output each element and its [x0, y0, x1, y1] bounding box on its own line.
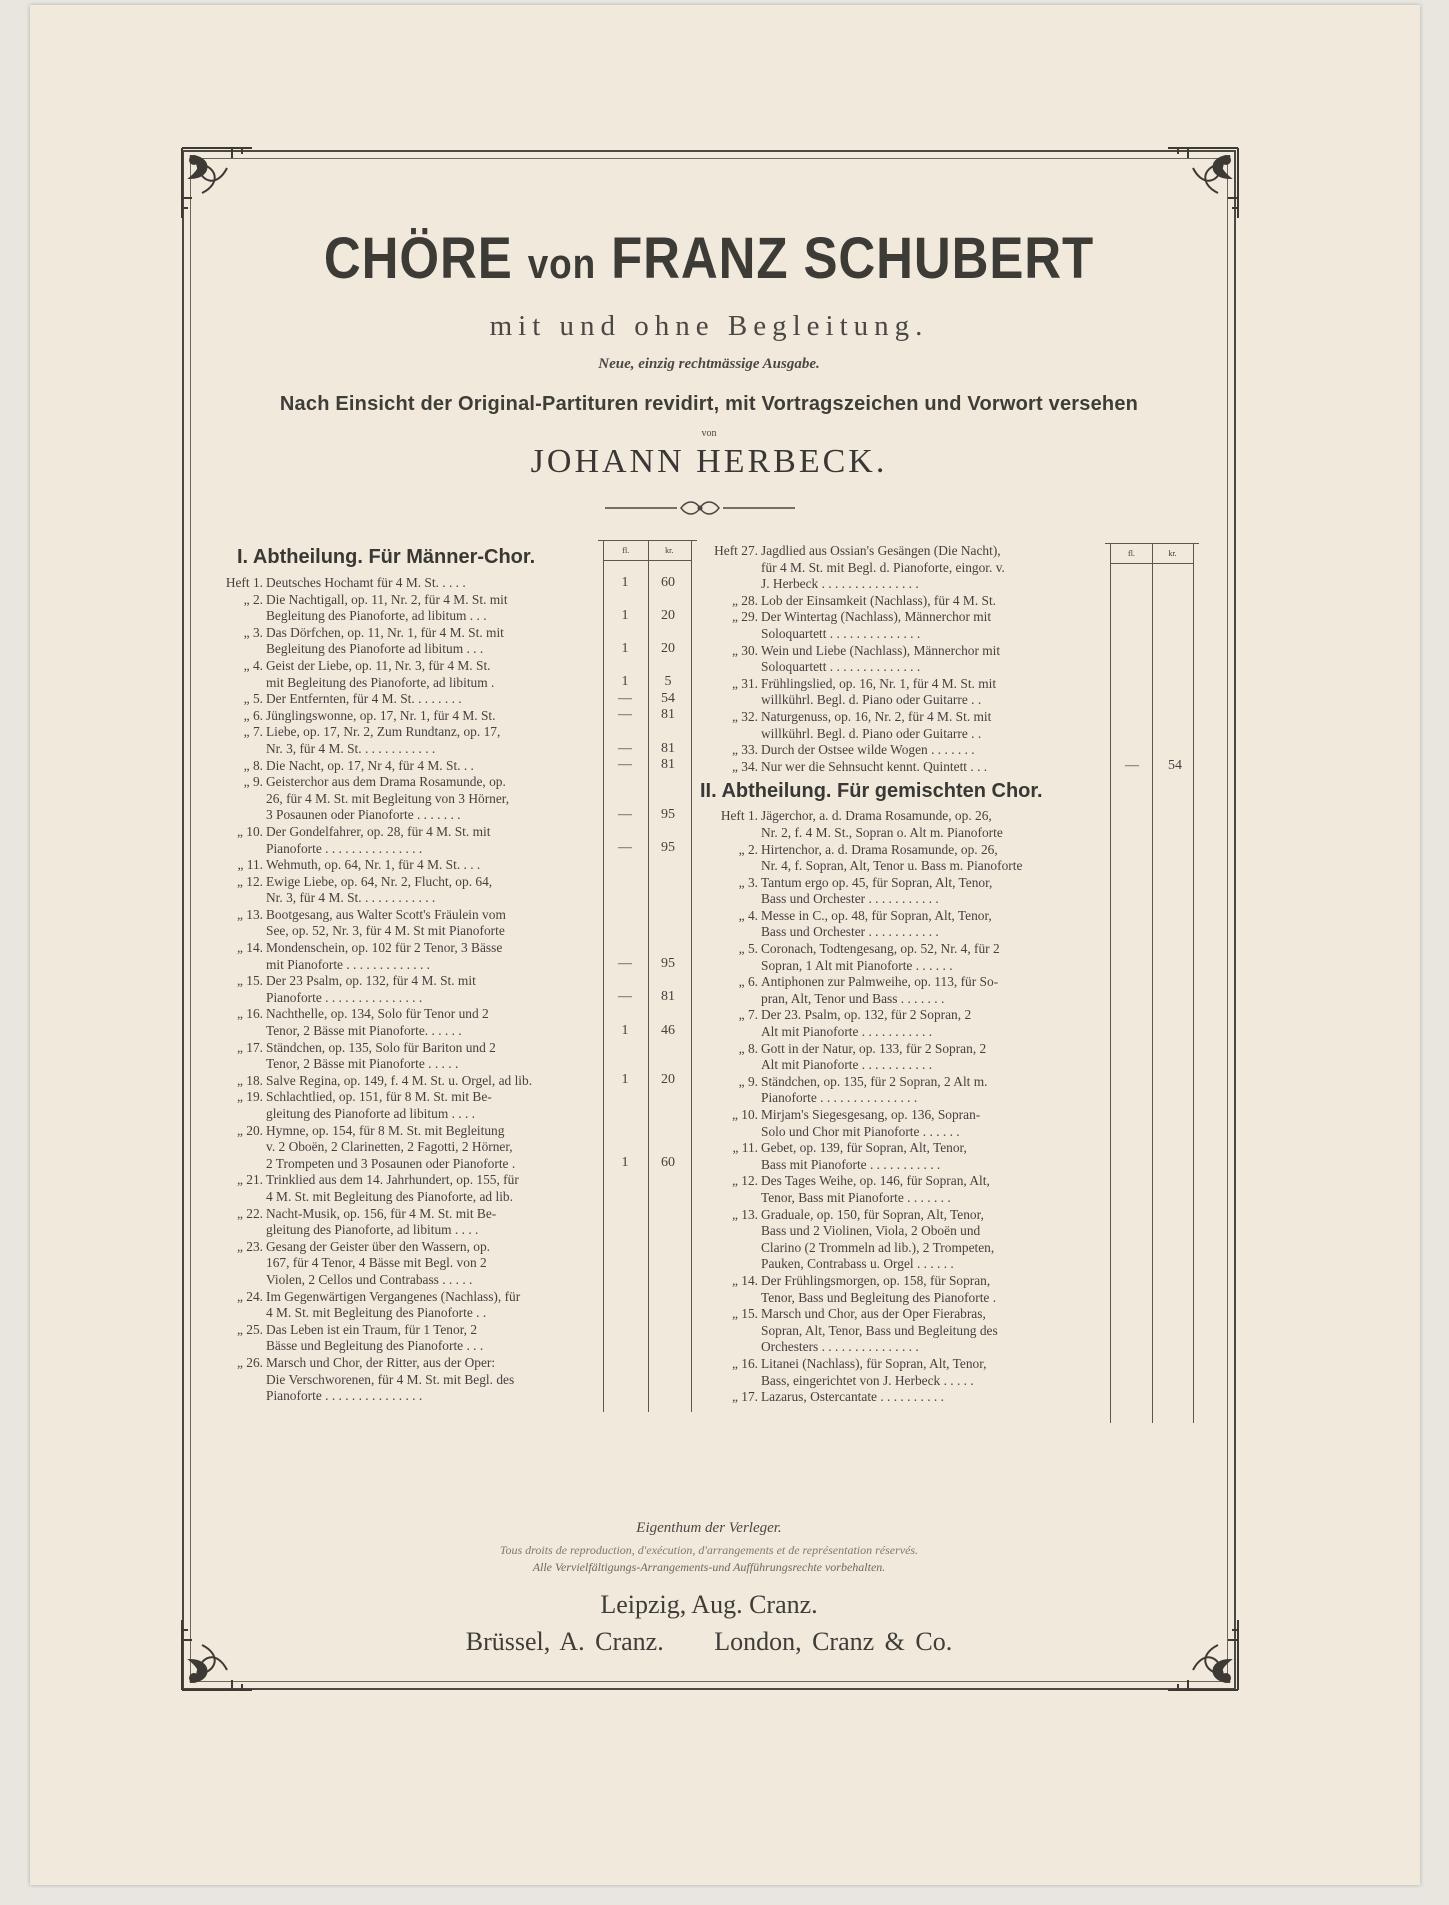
item-number: „ 26.: [236, 1354, 263, 1370]
item-number: „ 20.: [236, 1122, 263, 1138]
list-item: [700, 1007, 1105, 1040]
item-text: Gesang der Geister über den Wassern, op.: [266, 1238, 491, 1254]
list-item: [700, 543, 1105, 593]
page-title: CHÖRE von FRANZ SCHUBERT: [323, 226, 1095, 291]
list-item: [700, 1107, 1105, 1140]
item-text: willkührl. Begl. d. Piano oder Guitarre . .: [761, 692, 982, 708]
item-text: Geist der Liebe, op. 11, Nr. 3, für 4 M. St.: [266, 657, 491, 673]
item-number: „ 18.: [236, 1072, 263, 1088]
item-text: pran, Alt, Tenor und Bass . . . . . . .: [761, 990, 945, 1006]
item-text: Wehmuth, op. 64, Nr. 1, für 4 M. St. . . .: [266, 857, 481, 873]
item-number: „ 8.: [243, 757, 263, 773]
list-item: [205, 1006, 598, 1039]
item-number: „ 10.: [731, 1107, 758, 1122]
item-text: Trinklied aus dem 14. Jahrhundert, op. 155, für: [266, 1172, 519, 1188]
list-item: [205, 1322, 598, 1355]
list-item: [205, 708, 598, 725]
item-number: „ 2.: [243, 591, 263, 607]
item-text: Nr. 3, für 4 M. St. . . . . . . . . . . .: [266, 890, 436, 906]
item-text: Salve Regina, op. 149, f. 4 M. St. u. Orgel, ad lib.: [266, 1072, 533, 1088]
price-kr: 5: [664, 674, 672, 690]
item-text: Soloquartett . . . . . . . . . . . . . .: [761, 625, 921, 641]
item-text: v. 2 Oboën, 2 Clarinetten, 2 Fagotti, 2 Hörner,: [266, 1139, 513, 1155]
item-text: Bass, eingerichtet von J. Herbeck . . . . .: [761, 1372, 974, 1388]
list-item: [205, 575, 598, 592]
item-number: „ 24.: [236, 1288, 263, 1304]
list-item: [205, 1073, 598, 1090]
item-text: Clarino (2 Trommeln ad lib.), 2 Trompeten,: [761, 1239, 995, 1255]
item-text: Nachthelle, op. 134, Solo für Tenor und 2: [266, 1006, 489, 1022]
item-number: „ 28.: [731, 592, 758, 608]
item-number: „ 32.: [731, 708, 758, 724]
item-text: Nr. 3, für 4 M. St. . . . . . . . . . . .: [266, 740, 436, 756]
list-item: [700, 1389, 1105, 1406]
item-text: Begleitung des Pianoforte ad libitum . . .: [266, 641, 484, 657]
price-kr: 81: [661, 757, 675, 773]
item-text: Bass und Orchester . . . . . . . . . . .: [761, 891, 939, 907]
item-text: Liebe, op. 17, Nr. 2, Zum Rundtanz, op. 17,: [266, 724, 501, 740]
list-item: [700, 1207, 1105, 1273]
item-number: „ 11.: [237, 857, 263, 873]
item-text: Jägerchor, a. d. Drama Rosamunde, op. 26,: [761, 808, 992, 824]
item-text: Nacht-Musik, op. 156, für 4 M. St. mit Be-: [266, 1205, 497, 1221]
item-number: „ 7.: [243, 724, 263, 740]
item-text: für 4 M. St. mit Begl. d. Pianoforte, eingor. v.: [761, 559, 1005, 575]
corner-ornament-icon: [1158, 138, 1248, 228]
item-text: Tantum ergo op. 45, für Sopran, Alt, Tenor,: [761, 874, 993, 890]
publisher-bruessel: Brüssel, A. Cranz.: [465, 1627, 664, 1656]
list-item: [205, 658, 598, 691]
item-number: „ 30.: [731, 642, 758, 658]
item-text: Das Leben ist ein Traum, für 1 Tenor, 2: [266, 1321, 478, 1337]
item-number: „ 12.: [731, 1173, 758, 1189]
price-kr: 81: [661, 707, 675, 723]
price-column-right: [1110, 543, 1194, 1423]
item-text: 4 M. St. mit Begleitung des Pianoforte, ad lib.: [266, 1188, 513, 1204]
list-item: [700, 609, 1105, 642]
list-item: [205, 940, 598, 973]
item-text: Nur wer die Sehnsucht kennt. Quintett . . .: [761, 758, 988, 774]
item-text: 3 Posaunen oder Pianoforte . . . . . . .: [266, 807, 461, 823]
item-number: „ 4.: [243, 657, 263, 673]
item-text: Im Gegenwärtigen Vergangenes (Nachlass), für: [266, 1288, 521, 1304]
fl-header: fl.: [622, 546, 630, 555]
item-text: Durch der Ostsee wilde Wogen . . . . . . .: [761, 742, 975, 758]
item-text: 167, für 4 Tenor, 4 Bässe mit Begl. von 2: [266, 1255, 487, 1271]
list-item: [205, 907, 598, 940]
price-kr: 54: [661, 690, 675, 706]
item-number: „ 34.: [731, 758, 758, 774]
item-number: „ 14.: [236, 940, 263, 956]
price-fl: —: [618, 806, 632, 822]
price-fl: —: [618, 840, 632, 856]
publisher-cities: [182, 1627, 1236, 1657]
subtitle: mit und ohne Begleitung.: [489, 310, 929, 342]
item-text: Nr. 4, f. Sopran, Alt, Tenor u. Bass m. Pianoforte: [761, 858, 1023, 874]
item-number: Heft 1.: [720, 808, 758, 824]
price-fl: —: [618, 989, 632, 1005]
item-text: Pianoforte . . . . . . . . . . . . . . .: [266, 840, 423, 856]
item-number: „ 3.: [243, 624, 263, 640]
price-kr: 20: [661, 640, 675, 656]
item-text: mit Begleitung des Pianoforte, ad libitum .: [266, 674, 495, 690]
item-text: Geisterchor aus dem Drama Rosamunde, op.: [266, 774, 506, 790]
item-text: Nr. 2, f. 4 M. St., Sopran o. Alt m. Pianoforte: [761, 824, 1003, 840]
price-kr: 95: [661, 956, 675, 972]
item-number: „ 7.: [738, 1007, 758, 1023]
section-1-list: [205, 543, 598, 1405]
list-item: [205, 1123, 598, 1173]
item-text: Tenor, Bass mit Pianoforte . . . . . . .: [761, 1189, 951, 1205]
item-text: Ewige Liebe, op. 64, Nr. 2, Flucht, op. 64,: [266, 873, 493, 889]
item-text: 26, für 4 M. St. mit Begleitung von 3 Hörner,: [266, 790, 510, 806]
item-text: willkührl. Begl. d. Piano oder Guitarre . .: [761, 725, 982, 741]
item-text: Die Nacht, op. 17, Nr 4, für 4 M. St. . .: [266, 757, 474, 773]
item-text: Violen, 2 Cellos und Contrabass . . . . .: [266, 1271, 473, 1287]
price-kr: 20: [661, 1072, 675, 1088]
list-item: [700, 759, 1105, 776]
item-number: „ 10.: [236, 823, 263, 839]
list-item: [700, 1140, 1105, 1173]
revision-note: Nach Einsicht der Original-Partituren revidirt, mit Vortragszeichen und Vorwort versehen: [279, 393, 1139, 415]
item-text: Ständchen, op. 135, für 2 Sopran, 2 Alt m.: [761, 1073, 988, 1089]
item-text: Naturgenuss, op. 16, Nr. 2, für 4 M. St. mit: [761, 708, 992, 724]
item-number: „ 17.: [236, 1039, 263, 1055]
item-text: Bootgesang, aus Walter Scott's Fräulein vom: [266, 906, 506, 922]
item-text: Der Gondelfahrer, op. 28, für 4 M. St. mit: [266, 823, 491, 839]
list-item: [205, 1172, 598, 1205]
item-number: „ 13.: [236, 906, 263, 922]
item-text: Schlachtlied, op. 151, für 8 M. St. mit Be-: [266, 1089, 492, 1105]
item-text: Der 23 Psalm, op. 132, für 4 M. St. mit: [266, 973, 476, 989]
item-number: „ 21.: [236, 1172, 263, 1188]
item-number: „ 5.: [243, 691, 263, 707]
item-text: Mirjam's Siegesgesang, op. 136, Sopran-: [761, 1107, 981, 1122]
list-item: [700, 643, 1105, 676]
price-kr: 20: [661, 607, 675, 623]
list-item: [205, 592, 598, 625]
list-item: [205, 1089, 598, 1122]
item-text: 2 Trompeten und 3 Posaunen oder Pianoforte .: [266, 1155, 516, 1171]
list-item: [700, 1273, 1105, 1306]
item-number: „ 11.: [732, 1140, 758, 1156]
list-item: [205, 973, 598, 1006]
item-text: Die Nachtigall, op. 11, Nr. 2, für 4 M. St. mit: [266, 591, 508, 607]
item-text: Der 23. Psalm, op. 132, für 2 Sopran, 2: [761, 1007, 972, 1023]
item-text: Pianoforte . . . . . . . . . . . . . . .: [761, 1090, 918, 1106]
item-number: Heft 27.: [714, 543, 758, 558]
list-item: [205, 691, 598, 708]
price-fl: —: [618, 690, 632, 706]
item-text: Wein und Liebe (Nachlass), Männerchor mit: [761, 642, 1001, 658]
section-1-continued-list: [700, 543, 1105, 1406]
price-kr: 81: [661, 740, 675, 756]
item-text: Alt mit Pianoforte . . . . . . . . . . .: [761, 1024, 933, 1040]
item-number: „ 14.: [731, 1272, 758, 1288]
item-number: „ 6.: [738, 974, 758, 990]
rights-german: Alle Vervielfältigungs-Arrangements-und Aufführungsrechte vorbehalten.: [532, 1560, 886, 1574]
list-item: [205, 758, 598, 775]
list-item: [205, 774, 598, 824]
list-item: [700, 1356, 1105, 1389]
item-number: „ 3.: [738, 874, 758, 890]
list-item: [205, 1040, 598, 1073]
von-label: von: [701, 428, 717, 439]
item-text: Bässe und Begleitung des Pianoforte . . .: [266, 1338, 484, 1354]
item-text: Sopran, Alt, Tenor, Bass und Begleitung des: [761, 1322, 998, 1338]
item-text: Tenor, Bass und Begleitung des Pianoforte .: [761, 1289, 997, 1305]
item-number: „ 16.: [731, 1355, 758, 1371]
item-text: Des Tages Weihe, op. 146, für Sopran, Alt,: [761, 1173, 990, 1189]
item-text: Bass und 2 Violinen, Viola, 2 Oboën und: [761, 1223, 981, 1239]
list-item: [700, 1173, 1105, 1206]
item-number: „ 17.: [731, 1389, 758, 1405]
item-text: Soloquartett . . . . . . . . . . . . . .: [761, 659, 921, 675]
item-text: Die Verschworenen, für 4 M. St. mit Begl. des: [266, 1371, 515, 1387]
edition-note: Neue, einzig rechtmässige Ausgabe.: [598, 356, 820, 372]
item-text: Tenor, 2 Bässe mit Pianoforte. . . . . .: [266, 1023, 462, 1039]
item-number: „ 9.: [738, 1073, 758, 1089]
item-text: Solo und Chor mit Pianoforte . . . . . .: [761, 1123, 960, 1139]
item-text: Der Entfernten, für 4 M. St. . . . . . . .: [266, 691, 462, 707]
list-item: [700, 808, 1105, 841]
item-number: „ 12.: [236, 873, 263, 889]
publisher-leipzig: Leipzig, Aug. Cranz.: [600, 1590, 818, 1619]
price-kr: 46: [661, 1022, 675, 1038]
list-item: [700, 742, 1105, 759]
item-text: Der Wintertag (Nachlass), Männerchor mit: [761, 609, 992, 625]
list-item: [700, 842, 1105, 875]
item-number: Heft 1.: [225, 575, 263, 590]
item-number: „ 25.: [236, 1321, 263, 1337]
item-text: Frühlingslied, op. 16, Nr. 1, für 4 M. St. mit: [761, 675, 997, 691]
price-fl: —: [618, 757, 632, 773]
list-item: [205, 874, 598, 907]
item-text: 4 M. St. mit Begleitung des Pianoforte . .: [266, 1305, 487, 1321]
item-number: „ 6.: [243, 707, 263, 723]
item-text: Mondenschein, op. 102 für 2 Tenor, 3 Bässe: [266, 940, 503, 956]
item-text: Marsch und Chor, der Ritter, aus der Oper:: [266, 1354, 496, 1370]
price-kr: 95: [661, 806, 675, 822]
item-number: „ 29.: [731, 609, 758, 625]
list-item: [205, 1206, 598, 1239]
list-item: [205, 857, 598, 874]
item-text: Bass mit Pianoforte . . . . . . . . . . .: [761, 1156, 941, 1172]
price-fl: 1: [621, 1155, 629, 1171]
section-2-heading: II. Abtheilung. Für gemischten Chor.: [700, 780, 1043, 803]
price-kr: 95: [661, 840, 675, 856]
divider-ornament-icon: [605, 498, 795, 518]
item-text: Ständchen, op. 135, Solo für Bariton und 2: [266, 1039, 496, 1055]
item-number: „ 16.: [236, 1006, 263, 1022]
price-fl: 1: [621, 674, 629, 690]
item-number: „ 23.: [236, 1238, 263, 1254]
kr-header: kr.: [1168, 549, 1177, 558]
price-fl: —: [618, 740, 632, 756]
item-text: Das Dörfchen, op. 11, Nr. 1, für 4 M. St. mit: [266, 624, 504, 640]
item-text: gleitung des Pianoforte ad libitum . . . .: [266, 1106, 476, 1121]
list-item: [700, 709, 1105, 742]
item-number: „ 22.: [236, 1205, 263, 1221]
item-text: Der Frühlingsmorgen, op. 158, für Sopran,: [761, 1272, 991, 1288]
list-item: [205, 1289, 598, 1322]
list-item: [700, 908, 1105, 941]
item-text: Pianoforte . . . . . . . . . . . . . . .: [266, 1388, 423, 1404]
item-text: Lazarus, Ostercantate . . . . . . . . . .: [761, 1389, 944, 1405]
item-text: Litanei (Nachlass), für Sopran, Alt, Tenor,: [761, 1355, 987, 1371]
price-fl: 1: [621, 1022, 629, 1038]
item-text: Begleitung des Pianoforte, ad libitum . . .: [266, 608, 487, 624]
item-text: Messe in C., op. 48, für Sopran, Alt, Tenor,: [761, 907, 992, 923]
price-fl: 1: [621, 1072, 629, 1088]
item-text: Jagdlied aus Ossian's Gesängen (Die Nacht),: [761, 543, 1001, 558]
price-fl: 1: [621, 607, 629, 623]
item-number: „ 13.: [731, 1206, 758, 1222]
item-number: „ 19.: [236, 1089, 263, 1105]
item-number: „ 15.: [731, 1306, 758, 1322]
item-text: Hirtenchor, a. d. Drama Rosamunde, op. 26,: [761, 841, 998, 857]
item-number: „ 33.: [731, 742, 758, 758]
item-number: „ 9.: [243, 774, 263, 790]
corner-ornament-icon: [172, 138, 262, 228]
price-kr: 60: [661, 1155, 675, 1171]
item-text: Tenor, 2 Bässe mit Pianoforte . . . . .: [266, 1056, 459, 1072]
item-text: Lob der Einsamkeit (Nachlass), für 4 M. St.: [761, 592, 997, 608]
item-text: Gebet, op. 139, für Sopran, Alt, Tenor,: [761, 1140, 967, 1156]
list-item: [205, 625, 598, 658]
item-text: Deutsches Hochamt für 4 M. St. . . . .: [266, 575, 466, 590]
list-item: [700, 941, 1105, 974]
list-item: [205, 824, 598, 857]
rights-french: Tous droits de reproduction, d'exécution, d'arrangements et de représentation réservés.: [499, 1543, 919, 1557]
price-fl: 1: [621, 574, 629, 590]
item-text: mit Pianoforte . . . . . . . . . . . . .: [266, 956, 431, 972]
item-text: Sopran, 1 Alt mit Pianoforte . . . . . .: [761, 957, 953, 973]
kr-header: kr.: [665, 546, 674, 555]
price-fl: —: [618, 707, 632, 723]
item-text: See, op. 52, Nr. 3, für 4 M. St mit Pianoforte: [266, 923, 505, 939]
item-text: Gott in der Natur, op. 133, für 2 Sopran, 2: [761, 1040, 987, 1056]
item-number: „ 31.: [731, 675, 758, 691]
price-kr: 60: [661, 574, 675, 590]
price-fl: 1: [621, 640, 629, 656]
item-text: Antiphonen zur Palmweihe, op. 113, für So-: [761, 974, 999, 990]
fl-header: fl.: [1128, 549, 1135, 558]
list-item: [700, 1306, 1105, 1356]
item-text: Pianoforte . . . . . . . . . . . . . . .: [266, 989, 423, 1005]
author-name: JOHANN HERBECK.: [530, 443, 888, 480]
price-kr: 81: [661, 989, 675, 1005]
price-fl: —: [1125, 758, 1139, 774]
item-text: J. Herbeck . . . . . . . . . . . . . . .: [761, 576, 919, 592]
publisher-london: London, Cranz & Co.: [714, 1627, 953, 1656]
list-item: [205, 724, 598, 757]
list-item: [700, 875, 1105, 908]
list-item: [205, 1239, 598, 1289]
item-text: Pauken, Contrabass u. Orgel . . . . . .: [761, 1256, 954, 1272]
item-number: „ 15.: [236, 973, 263, 989]
list-item: [700, 1041, 1105, 1074]
item-number: „ 4.: [738, 907, 758, 923]
item-text: Alt mit Pianoforte . . . . . . . . . . .: [761, 1057, 933, 1073]
item-number: „ 2.: [738, 841, 758, 857]
item-text: Orchesters . . . . . . . . . . . . . . .: [761, 1339, 919, 1355]
price-fl: —: [618, 956, 632, 972]
item-text: Bass und Orchester . . . . . . . . . . .: [761, 924, 939, 940]
list-item: [700, 676, 1105, 709]
section-1-heading: I. Abtheilung. Für Männer-Chor.: [237, 546, 536, 568]
list-item: [700, 974, 1105, 1007]
owner-note: Eigenthum der Verleger.: [636, 1520, 782, 1536]
list-item: [700, 593, 1105, 610]
price-column-left: [603, 540, 692, 1412]
item-text: Jünglingswonne, op. 17, Nr. 1, für 4 M. St.: [266, 707, 496, 723]
list-item: [205, 1355, 598, 1405]
item-number: „ 8.: [738, 1040, 758, 1056]
item-text: Graduale, op. 150, für Sopran, Alt, Tenor,: [761, 1206, 984, 1222]
price-kr: 54: [1168, 758, 1182, 774]
item-text: Hymne, op. 154, für 8 M. St. mit Begleitung: [266, 1122, 505, 1138]
item-text: Coronach, Todtengesang, op. 52, Nr. 4, für 2: [761, 941, 1000, 957]
list-item: [700, 1074, 1105, 1107]
item-number: „ 5.: [738, 941, 758, 957]
item-text: gleitung des Pianoforte, ad libitum . . . .: [266, 1222, 479, 1238]
item-text: Marsch und Chor, aus der Oper Fierabras,: [761, 1306, 986, 1322]
